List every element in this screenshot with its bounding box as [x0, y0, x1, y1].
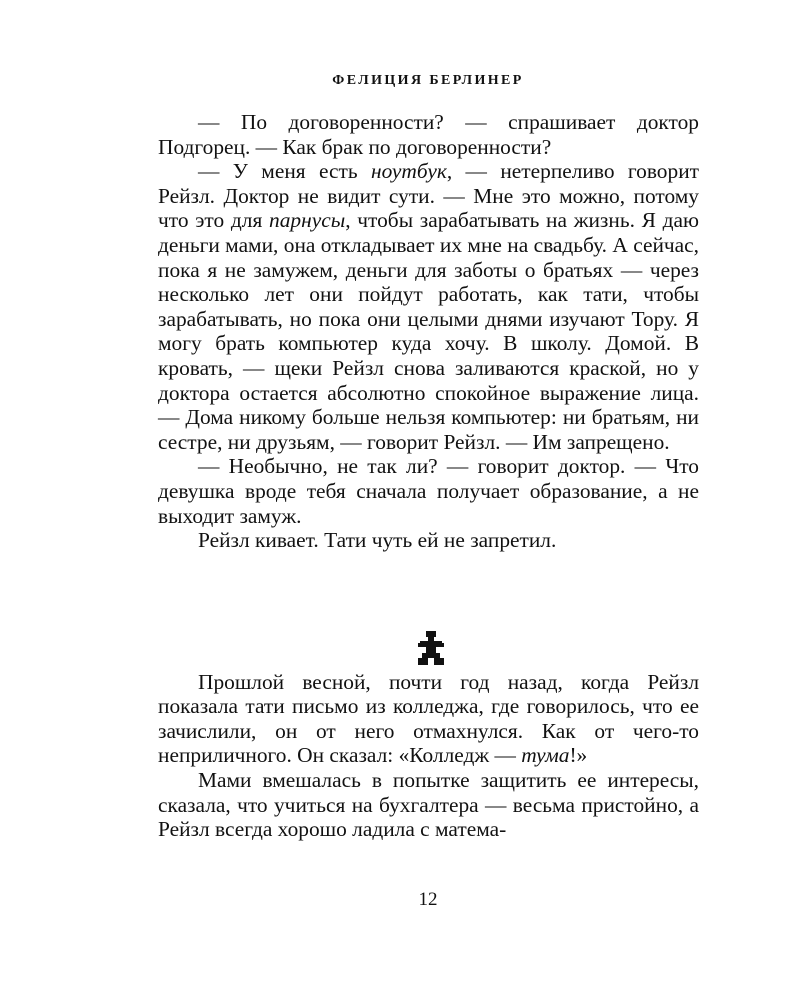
- italic-term: тума: [521, 743, 570, 768]
- paragraph-4: Рейзл кивает. Тати чуть ей не запретил.: [198, 528, 557, 553]
- section-ornament-icon: [418, 631, 444, 665]
- paragraph-2: — У меня есть ноутбук, — нетерпеливо говорит Рейзл. Доктор не видит сути. — Мне это можно, потому что это для парнусы, чтобы зарабатывать на жизнь. Я даю деньги мами, она откладывает их мне на свадьбу. А сейчас, пока я не замужем, деньги для заботы о братьях — через несколько лет они пойдут работать, как тати, чтобы зарабатывать, но пока они целыми днями изучают Тору. Я могу брать компьютер куда хочу. В школу. Домой. В кровать, — щеки Рейзл снова заливаются краской, но у доктора остается абсолютно спокойное выражение лица. — Дома никому больше нельзя компьютер: ни братьям, ни сестре, ни друзьям, — говорит Рейзл. — Им запрещено.: [158, 159, 699, 454]
- paragraph-5: Прошлой весной, почти год назад, когда Рейзл показала тати письмо из колледжа, где говорилось, что ее зачислили, он от него отмахнулся. Как от чего-то неприличного. Он сказал: «Колледж — тума!»: [158, 669, 699, 768]
- paragraph-6: Мами вмешалась в попытке защитить ее интересы, сказала, что учиться на бухгалтера — весьма пристойно, а Рейзл всегда хорошо ладила с матема-: [158, 768, 699, 842]
- paragraph-3: — Необычно, не так ли? — говорит доктор. — Что девушка вроде тебя сначала получает образование, а не выходит замуж.: [158, 454, 699, 528]
- italic-term: ноутбук: [371, 159, 447, 184]
- paragraph-1: — По договоренности? — спрашивает доктор Подгорец. — Как брак по договоренности?: [158, 110, 699, 159]
- body-text: [158, 110, 699, 842]
- italic-term: парнусы: [269, 208, 346, 233]
- running-title: ФЕЛИЦИЯ БЕРЛИНЕР: [332, 73, 524, 88]
- page-number: 12: [418, 889, 438, 910]
